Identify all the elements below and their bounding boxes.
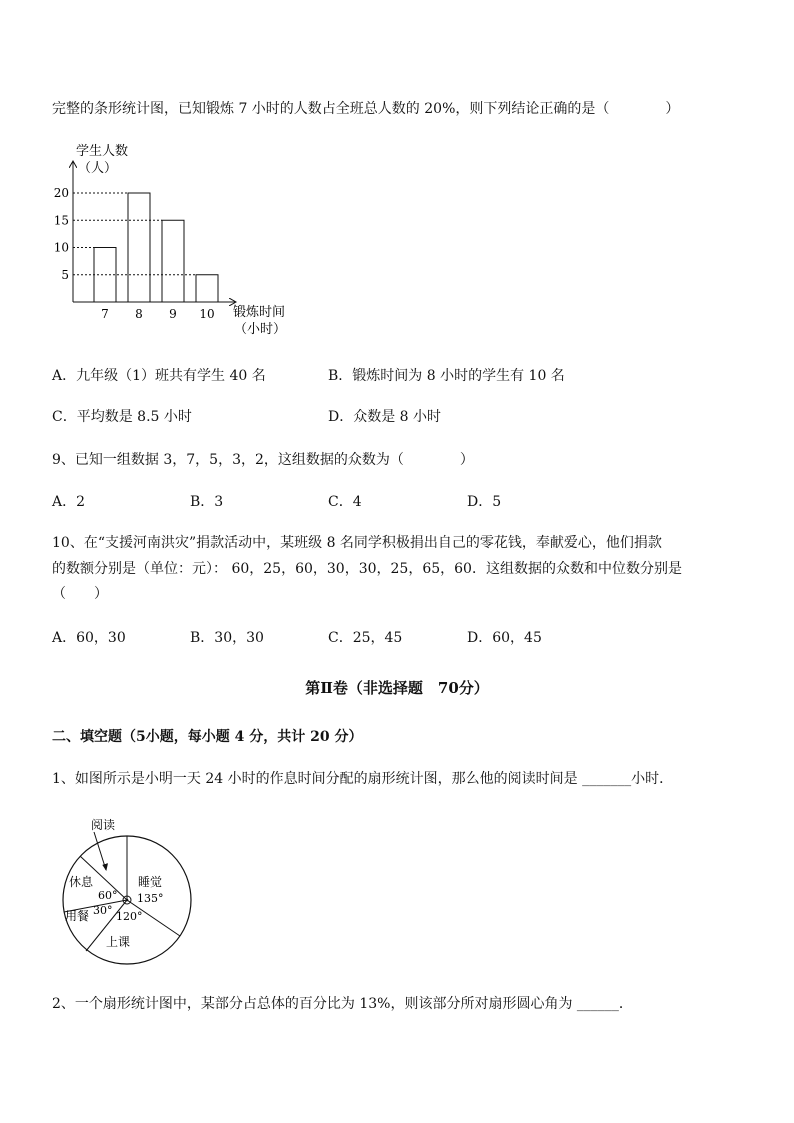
q9-stem: 9、已知一组数据 3，7，5，3，2，这组数据的众数为（ ） [52, 452, 474, 468]
x-axis-label: 锻炼时间 [233, 305, 286, 320]
q8-option-d: D．众数是 8 小时 [328, 409, 442, 425]
pie-class-label: 上课 [106, 935, 131, 949]
pie-rest-label: 休息 [69, 875, 94, 889]
pie-class-angle: 120° [116, 910, 143, 923]
y-axis-unit: （人） [78, 161, 118, 176]
pie-sleep-angle: 135° [137, 892, 164, 905]
x-tick-label: 8 [135, 307, 143, 321]
fill2-stem: 2、一个扇形统计图中，某部分占总体的百分比为 13%，则该部分所对扇形圆心角为 ______． [52, 996, 633, 1012]
y-tick-label: 20 [53, 186, 69, 200]
q10-option-b: B．30，30 [190, 630, 264, 646]
x-axis-unit: （小时） [234, 322, 287, 337]
read-arrow [94, 832, 106, 870]
q8-option-b: B．锻炼时间为 8 小时的学生有 10 名 [328, 368, 565, 384]
x-tick-label: 9 [169, 307, 177, 321]
q10-stem-line1: 10、在“支援河南洪灾”捐款活动中，某班级 8 名同学积极捐出自己的零花钱，奉献爱心，他们捐款 [52, 535, 662, 551]
pie-meal-angle: 30° [93, 904, 113, 917]
q10-stem-line2: 的数额分别是（单位：元）： 60，25，60，30，30，25，65，60．这组数据的众数和中位数分别是 [52, 561, 682, 577]
q9-option-b: B．3 [190, 494, 224, 510]
bar-chart [40, 138, 320, 348]
q10-stem-line3: （ ） [52, 586, 108, 602]
x-tick-label: 7 [101, 307, 109, 321]
pie-read-label: 阅读 [91, 818, 116, 832]
fill1-stem: 1、如图所示是小明一天 24 小时的作息时间分配的扇形统计图，那么他的阅读时间是 _______小时． [52, 771, 674, 787]
q9-option-c: C．4 [328, 494, 362, 510]
q8-option-c: C．平均数是 8.5 小时 [52, 409, 192, 425]
y-tick-label: 15 [53, 213, 69, 228]
y-axis-label: 学生人数 [76, 144, 129, 159]
x-tick-label: 10 [199, 307, 215, 321]
q8-stem: 完整的条形统计图，已知锻炼 7 小时的人数占全班总人数的 20%，则下列结论正确的是（ ） [52, 101, 680, 117]
y-tick-label: 10 [53, 240, 69, 255]
pie-meal-label: 用餐 [65, 909, 90, 923]
q10-option-d: D．60，45 [467, 630, 542, 646]
part2-title: 第Ⅱ卷（非选择题 70分） [305, 679, 489, 697]
q10-option-c: C．25，45 [328, 630, 403, 646]
q9-option-d: D．5 [467, 494, 502, 510]
y-tick-label: 5 [61, 267, 69, 282]
pie-chart [58, 810, 208, 970]
pie-rest-angle: 60° [98, 889, 118, 902]
bar-9 [162, 220, 184, 302]
q10-option-a: A．60，30 [52, 630, 126, 646]
bar-10 [196, 275, 218, 302]
pie-sleep-label: 睡觉 [138, 875, 163, 889]
q9-option-a: A．2 [52, 494, 86, 510]
section2-title: 二、填空题（5小题，每小题 4 分，共计 20 分） [52, 729, 363, 745]
bar-8 [128, 193, 150, 302]
q8-option-a: A．九年级（1）班共有学生 40 名 [52, 368, 266, 384]
